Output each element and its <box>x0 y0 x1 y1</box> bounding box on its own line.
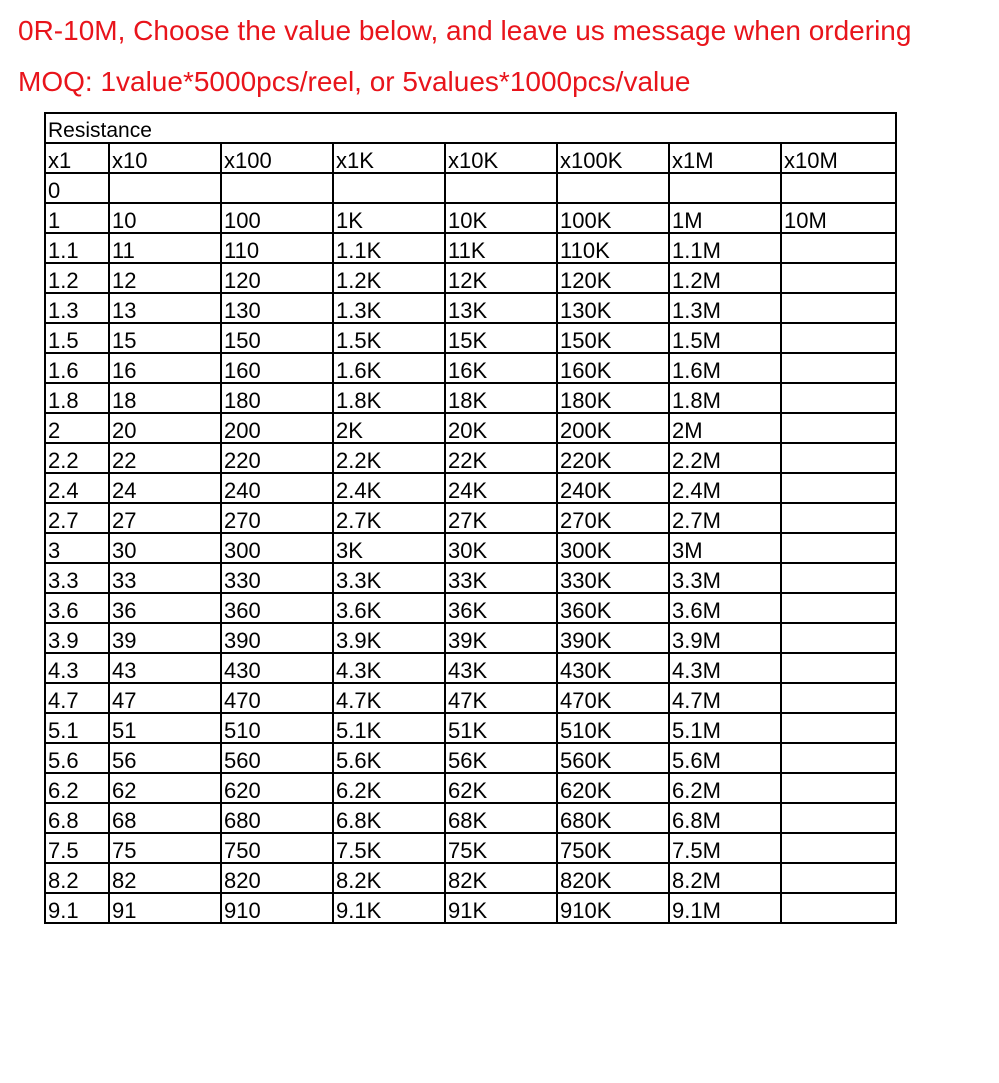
table-cell: 4.3K <box>333 653 445 683</box>
table-cell: 0 <box>45 173 109 203</box>
table-cell: 3.9 <box>45 623 109 653</box>
table-cell <box>557 173 669 203</box>
table-cell: 91 <box>109 893 221 923</box>
table-row <box>45 833 896 863</box>
table-row <box>45 173 896 203</box>
table-row <box>45 413 896 443</box>
table-cell: 33K <box>445 563 557 593</box>
table-cell: 7.5M <box>669 833 781 863</box>
table-cell: 5.6M <box>669 743 781 773</box>
table-cell <box>781 773 896 803</box>
table-cell: 6.2M <box>669 773 781 803</box>
table-row <box>45 443 896 473</box>
table-cell: 3M <box>669 533 781 563</box>
table-row <box>45 863 896 893</box>
table-cell: 5.1K <box>333 713 445 743</box>
table-cell: 7.5K <box>333 833 445 863</box>
table-cell <box>781 533 896 563</box>
table-row <box>45 743 896 773</box>
table-cell: 240K <box>557 473 669 503</box>
table-cell: 3.3 <box>45 563 109 593</box>
table-cell: 16K <box>445 353 557 383</box>
table-cell: 3.9K <box>333 623 445 653</box>
table-cell <box>781 293 896 323</box>
table-cell: 2.7 <box>45 503 109 533</box>
table-cell <box>109 173 221 203</box>
table-cell: 24 <box>109 473 221 503</box>
table-cell: 160K <box>557 353 669 383</box>
table-row <box>45 653 896 683</box>
table-cell: 390 <box>221 623 333 653</box>
table-cell: 2M <box>669 413 781 443</box>
table-cell: 680K <box>557 803 669 833</box>
table-caption-row <box>45 113 896 143</box>
table-cell: 1.2K <box>333 263 445 293</box>
table-row <box>45 563 896 593</box>
table-cell: 8.2M <box>669 863 781 893</box>
table-cell: 62K <box>445 773 557 803</box>
table-cell: 240 <box>221 473 333 503</box>
table-row <box>45 473 896 503</box>
table-row <box>45 323 896 353</box>
table-cell: 910K <box>557 893 669 923</box>
table-cell: 1.6 <box>45 353 109 383</box>
table-cell <box>781 383 896 413</box>
column-header-x100k: x100K <box>557 143 669 173</box>
table-cell <box>781 683 896 713</box>
table-cell: 43K <box>445 653 557 683</box>
table-cell <box>669 173 781 203</box>
table-caption: Resistance <box>45 113 896 143</box>
table-cell: 27K <box>445 503 557 533</box>
table-row <box>45 713 896 743</box>
table-cell: 820K <box>557 863 669 893</box>
table-cell: 560K <box>557 743 669 773</box>
table-cell: 56K <box>445 743 557 773</box>
table-cell: 18 <box>109 383 221 413</box>
table-cell: 180 <box>221 383 333 413</box>
column-header-x1m: x1M <box>669 143 781 173</box>
table-cell: 300 <box>221 533 333 563</box>
table-cell <box>221 173 333 203</box>
table-cell: 8.2 <box>45 863 109 893</box>
table-cell <box>781 713 896 743</box>
table-cell: 33 <box>109 563 221 593</box>
table-cell: 110K <box>557 233 669 263</box>
table-cell: 130K <box>557 293 669 323</box>
table-cell: 750K <box>557 833 669 863</box>
table-cell: 5.1M <box>669 713 781 743</box>
column-header-x1k: x1K <box>333 143 445 173</box>
table-cell: 3.6K <box>333 593 445 623</box>
table-cell: 20K <box>445 413 557 443</box>
table-cell: 360 <box>221 593 333 623</box>
table-cell: 24K <box>445 473 557 503</box>
table-cell: 15 <box>109 323 221 353</box>
table-cell: 6.8M <box>669 803 781 833</box>
table-cell: 8.2K <box>333 863 445 893</box>
table-cell: 510K <box>557 713 669 743</box>
table-row <box>45 353 896 383</box>
table-cell: 3 <box>45 533 109 563</box>
table-cell: 1.1M <box>669 233 781 263</box>
table-cell: 2.7M <box>669 503 781 533</box>
table-cell: 270 <box>221 503 333 533</box>
table-cell: 22 <box>109 443 221 473</box>
table-cell <box>781 233 896 263</box>
table-cell: 56 <box>109 743 221 773</box>
table-cell: 47 <box>109 683 221 713</box>
table-cell <box>781 263 896 293</box>
table-cell: 16 <box>109 353 221 383</box>
table-cell: 7.5 <box>45 833 109 863</box>
table-cell: 43 <box>109 653 221 683</box>
table-cell: 150 <box>221 323 333 353</box>
table-cell: 430 <box>221 653 333 683</box>
table-cell: 510 <box>221 713 333 743</box>
table-row <box>45 593 896 623</box>
table-cell: 470K <box>557 683 669 713</box>
table-cell: 1.3 <box>45 293 109 323</box>
table-cell: 2K <box>333 413 445 443</box>
table-cell: 750 <box>221 833 333 863</box>
table-cell <box>781 863 896 893</box>
table-cell <box>781 623 896 653</box>
column-header-x1: x1 <box>45 143 109 173</box>
table-cell: 620K <box>557 773 669 803</box>
table-cell: 1.1K <box>333 233 445 263</box>
table-cell: 91K <box>445 893 557 923</box>
table-cell: 100 <box>221 203 333 233</box>
table-cell: 200K <box>557 413 669 443</box>
table-row <box>45 533 896 563</box>
table-cell: 68 <box>109 803 221 833</box>
table-cell <box>781 443 896 473</box>
table-cell: 1.3K <box>333 293 445 323</box>
table-cell: 82K <box>445 863 557 893</box>
table-row <box>45 683 896 713</box>
table-cell: 470 <box>221 683 333 713</box>
table-cell <box>781 653 896 683</box>
moq-note: MOQ: 1value*5000pcs/reel, or 5values*1000pcs/value <box>18 66 691 97</box>
table-cell: 10 <box>109 203 221 233</box>
table-cell: 6.8K <box>333 803 445 833</box>
table-cell: 75K <box>445 833 557 863</box>
table-cell <box>445 173 557 203</box>
table-cell: 2.4K <box>333 473 445 503</box>
table-cell: 1M <box>669 203 781 233</box>
table-cell: 5.6K <box>333 743 445 773</box>
table-cell <box>781 803 896 833</box>
table-cell: 36 <box>109 593 221 623</box>
table-cell: 5.1 <box>45 713 109 743</box>
table-cell: 120K <box>557 263 669 293</box>
table-cell: 4.7 <box>45 683 109 713</box>
table-cell: 110 <box>221 233 333 263</box>
table-cell: 6.2K <box>333 773 445 803</box>
table-cell: 6.2 <box>45 773 109 803</box>
page-title: 0R-10M, Choose the value below, and leave us message when ordering <box>18 15 912 46</box>
table-cell: 160 <box>221 353 333 383</box>
table-cell: 2 <box>45 413 109 443</box>
table-cell <box>781 503 896 533</box>
table-cell: 330 <box>221 563 333 593</box>
table-cell: 390K <box>557 623 669 653</box>
table-cell: 1 <box>45 203 109 233</box>
table-cell: 620 <box>221 773 333 803</box>
table-cell <box>781 323 896 353</box>
table-cell: 3.9M <box>669 623 781 653</box>
table-cell: 39 <box>109 623 221 653</box>
table-row <box>45 893 896 923</box>
table-header-row <box>45 143 896 173</box>
table-cell: 120 <box>221 263 333 293</box>
table-cell: 330K <box>557 563 669 593</box>
table-cell: 680 <box>221 803 333 833</box>
table-cell: 820 <box>221 863 333 893</box>
table-cell <box>781 833 896 863</box>
table-cell: 22K <box>445 443 557 473</box>
table-cell: 2.7K <box>333 503 445 533</box>
table-cell <box>781 563 896 593</box>
table-cell: 13K <box>445 293 557 323</box>
table-cell: 1.5 <box>45 323 109 353</box>
table-cell: 15K <box>445 323 557 353</box>
table-cell: 200 <box>221 413 333 443</box>
table-cell: 18K <box>445 383 557 413</box>
table-cell: 1.6M <box>669 353 781 383</box>
table-cell: 6.8 <box>45 803 109 833</box>
table-cell: 68K <box>445 803 557 833</box>
table-cell: 12K <box>445 263 557 293</box>
table-cell: 220 <box>221 443 333 473</box>
table-cell: 1.2 <box>45 263 109 293</box>
table-cell <box>781 473 896 503</box>
table-cell: 13 <box>109 293 221 323</box>
table-cell: 82 <box>109 863 221 893</box>
table-row <box>45 263 896 293</box>
table-cell: 9.1 <box>45 893 109 923</box>
table-row <box>45 503 896 533</box>
table-cell: 39K <box>445 623 557 653</box>
table-cell: 300K <box>557 533 669 563</box>
table-cell <box>781 743 896 773</box>
table-cell: 47K <box>445 683 557 713</box>
table-body <box>45 173 896 923</box>
table-cell <box>781 353 896 383</box>
table-cell: 3.6 <box>45 593 109 623</box>
table-cell: 12 <box>109 263 221 293</box>
table-cell: 30K <box>445 533 557 563</box>
table-cell: 2.2K <box>333 443 445 473</box>
table-cell: 27 <box>109 503 221 533</box>
table-row <box>45 803 896 833</box>
column-header-x10k: x10K <box>445 143 557 173</box>
table-cell: 1.8 <box>45 383 109 413</box>
table-cell: 5.6 <box>45 743 109 773</box>
table-cell: 3.3K <box>333 563 445 593</box>
table-cell: 270K <box>557 503 669 533</box>
table-cell: 1.6K <box>333 353 445 383</box>
table-cell: 2.4M <box>669 473 781 503</box>
table-row <box>45 773 896 803</box>
table-cell: 36K <box>445 593 557 623</box>
table-cell: 30 <box>109 533 221 563</box>
table-cell: 9.1M <box>669 893 781 923</box>
table-cell: 910 <box>221 893 333 923</box>
table-cell: 10M <box>781 203 896 233</box>
table-cell: 75 <box>109 833 221 863</box>
table-cell: 1.3M <box>669 293 781 323</box>
table-cell: 3.6M <box>669 593 781 623</box>
table-cell: 1.5K <box>333 323 445 353</box>
column-header-x100: x100 <box>221 143 333 173</box>
table-cell: 10K <box>445 203 557 233</box>
column-header-x10: x10 <box>109 143 221 173</box>
table-cell: 3.3M <box>669 563 781 593</box>
table-cell: 360K <box>557 593 669 623</box>
table-cell: 180K <box>557 383 669 413</box>
table-cell: 2.4 <box>45 473 109 503</box>
table-cell: 62 <box>109 773 221 803</box>
table-cell <box>781 173 896 203</box>
table-cell: 1.1 <box>45 233 109 263</box>
table-cell <box>781 893 896 923</box>
table-cell <box>333 173 445 203</box>
table-cell: 4.7M <box>669 683 781 713</box>
table-cell: 1.2M <box>669 263 781 293</box>
table-cell: 130 <box>221 293 333 323</box>
table-row <box>45 203 896 233</box>
table-cell: 1K <box>333 203 445 233</box>
table-cell: 2.2 <box>45 443 109 473</box>
table-row <box>45 383 896 413</box>
resistance-table <box>44 112 897 924</box>
table-cell: 2.2M <box>669 443 781 473</box>
table-cell: 51 <box>109 713 221 743</box>
table-cell: 100K <box>557 203 669 233</box>
table-cell <box>781 413 896 443</box>
table-cell: 9.1K <box>333 893 445 923</box>
column-header-x10m: x10M <box>781 143 896 173</box>
table-cell: 11K <box>445 233 557 263</box>
table-cell: 51K <box>445 713 557 743</box>
table-cell: 1.8K <box>333 383 445 413</box>
table-cell: 430K <box>557 653 669 683</box>
table-cell: 4.3M <box>669 653 781 683</box>
table-cell: 1.8M <box>669 383 781 413</box>
table-cell: 1.5M <box>669 323 781 353</box>
table-row <box>45 623 896 653</box>
table-cell: 4.7K <box>333 683 445 713</box>
table-cell: 150K <box>557 323 669 353</box>
table-cell: 3K <box>333 533 445 563</box>
table-cell <box>781 593 896 623</box>
table-row <box>45 233 896 263</box>
table-cell: 560 <box>221 743 333 773</box>
table-cell: 4.3 <box>45 653 109 683</box>
table-cell: 220K <box>557 443 669 473</box>
table-cell: 20 <box>109 413 221 443</box>
table-row <box>45 293 896 323</box>
table-cell: 11 <box>109 233 221 263</box>
